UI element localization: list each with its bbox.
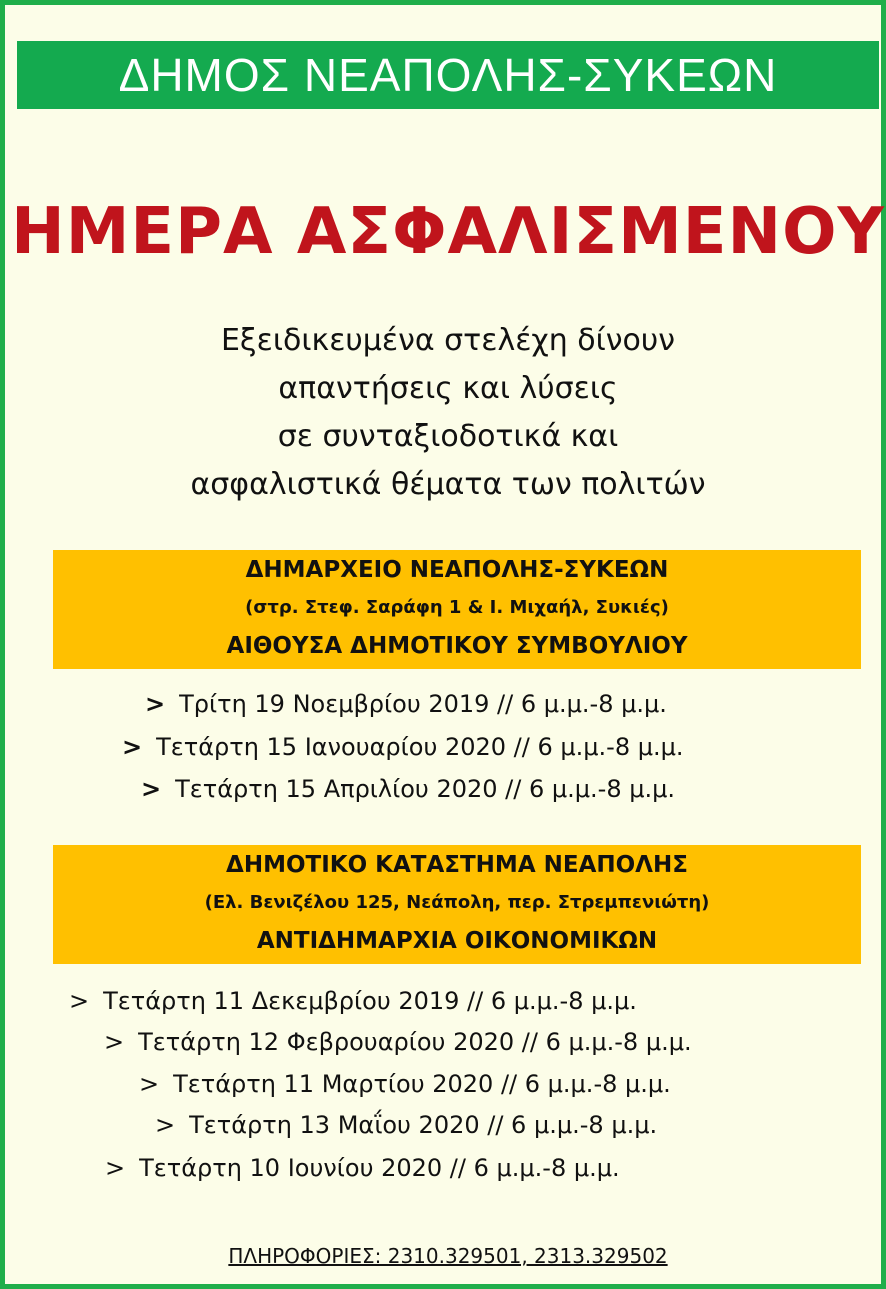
bullet-arrow-icon: > [105,1154,126,1182]
date-item [104,1026,692,1058]
municipality-banner [17,41,879,109]
date-item [139,1068,671,1100]
venue-name: ΔΗΜΑΡΧΕΙΟ ΝΕΑΠΟΛΗΣ-ΣΥΚΕΩΝ [245,557,669,583]
intro-line: Εξειδικευμένα στελέχη δίνουν [220,323,676,358]
date-item [145,688,667,720]
date-text: Τετάρτη 11 Δεκεμβρίου 2019 // 6 μ.μ.-8 μ.μ. [103,987,637,1015]
info-phone-numbers: ΠΛΗΡΟΦΟΡΙΕΣ: 2310.329501, 2313.329502 [228,1244,668,1268]
venue-box-municipal-office [53,845,861,964]
date-text: Τετάρτη 12 Φεβρουαρίου 2020 // 6 μ.μ.-8 μ.μ. [138,1028,692,1056]
bullet-arrow-icon: > [141,775,162,803]
bullet-arrow-icon: > [104,1028,125,1056]
venue-hall: ΑΙΘΟΥΣΑ ΔΗΜΟΤΙΚΟΥ ΣΥΜΒΟΥΛΙΟΥ [226,633,688,659]
date-item [141,773,675,805]
date-item [155,1109,657,1141]
venue-hall: ΑΝΤΙΔΗΜΑΡΧΙΑ ΟΙΚΟΝΟΜΙΚΩΝ [256,928,658,954]
venue-box-city-hall [53,550,861,669]
venue-address: (στρ. Στεφ. Σαράφη 1 & Ι. Μιχαήλ, Συκιές) [245,597,669,618]
date-item [69,985,637,1017]
date-item [122,731,684,763]
bullet-arrow-icon: > [122,733,143,761]
date-text: Τρίτη 19 Νοεμβρίου 2019 // 6 μ.μ.-8 μ.μ. [179,690,667,718]
date-text: Τετάρτη 13 Μαΐου 2020 // 6 μ.μ.-8 μ.μ. [189,1111,658,1139]
date-text: Τετάρτη 10 Ιουνίου 2020 // 6 μ.μ.-8 μ.μ. [139,1154,620,1182]
date-text: Τετάρτη 11 Μαρτίου 2020 // 6 μ.μ.-8 μ.μ. [173,1070,671,1098]
bullet-arrow-icon: > [145,690,166,718]
intro-line: σε συνταξιοδοτικά και [277,419,619,454]
date-text: Τετάρτη 15 Ιανουαρίου 2020 // 6 μ.μ.-8 μ.μ. [156,733,684,761]
intro-line: απαντήσεις και λύσεις [278,371,618,406]
intro-text [5,317,886,509]
bullet-arrow-icon: > [155,1111,176,1139]
municipality-name: ΔΗΜΟΣ ΝΕΑΠΟΛΗΣ-ΣΥΚΕΩΝ [118,49,778,101]
venue-name: ΔΗΜΟΤΙΚΟ ΚΑΤΑΣΤΗΜΑ ΝΕΑΠΟΛΗΣ [226,852,688,878]
bullet-arrow-icon: > [69,987,90,1015]
date-item [105,1152,620,1184]
event-title: ΗΜΕΡΑ ΑΣΦΑΛΙΣΜΕΝΟΥ [11,195,885,269]
date-text: Τετάρτη 15 Απριλίου 2020 // 6 μ.μ.-8 μ.μ. [175,775,676,803]
venue-address: (Ελ. Βενιζέλου 125, Νεάπολη, περ. Στρεμπενιώτη) [204,892,710,913]
bullet-arrow-icon: > [139,1070,160,1098]
intro-line: ασφαλιστικά θέματα των πολιτών [190,467,706,502]
